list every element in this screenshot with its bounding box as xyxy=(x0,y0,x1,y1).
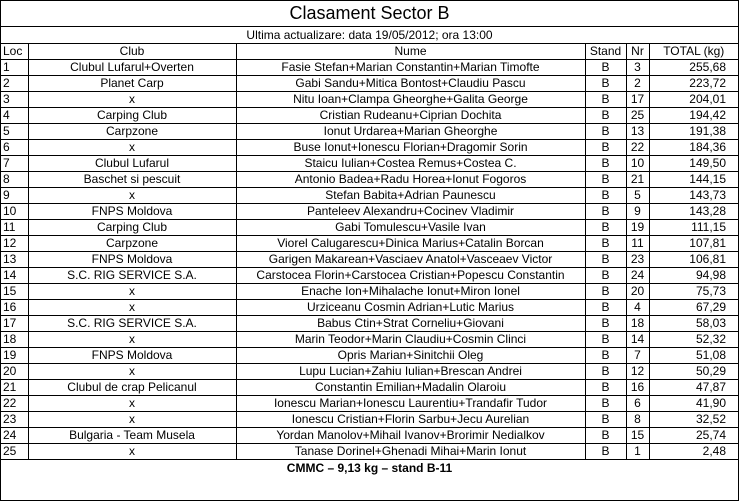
header-nume: Nume xyxy=(236,44,585,60)
cell-loc: 16 xyxy=(1,300,28,316)
table-body xyxy=(1,60,738,460)
table-row xyxy=(1,444,738,460)
table-row xyxy=(1,156,738,172)
cell-club: Carpzone xyxy=(28,236,236,252)
cell-loc: 11 xyxy=(1,220,28,236)
cell-total: 47,87 xyxy=(649,380,738,396)
cell-club: x xyxy=(28,92,236,108)
cell-total: 52,32 xyxy=(649,332,738,348)
cell-total: 94,98 xyxy=(649,268,738,284)
cell-loc: 17 xyxy=(1,316,28,332)
cell-stand: B xyxy=(585,428,626,444)
cell-stand: B xyxy=(585,348,626,364)
cell-loc: 21 xyxy=(1,380,28,396)
cell-loc: 1 xyxy=(1,60,28,76)
cell-stand: B xyxy=(585,380,626,396)
page-title: Clasament Sector B xyxy=(1,1,738,27)
cell-total: 143,28 xyxy=(649,204,738,220)
cell-stand: B xyxy=(585,236,626,252)
cell-nr: 23 xyxy=(626,252,649,268)
table-row xyxy=(1,188,738,204)
cell-nr: 3 xyxy=(626,60,649,76)
table-header-row xyxy=(1,44,738,60)
cell-nr: 24 xyxy=(626,268,649,284)
table-row xyxy=(1,204,738,220)
cell-nr: 18 xyxy=(626,316,649,332)
cell-club: Baschet si pescuit xyxy=(28,172,236,188)
cell-total: 2,48 xyxy=(649,444,738,460)
cell-total: 67,29 xyxy=(649,300,738,316)
cell-nume: Opris Marian+Sinitchii Oleg xyxy=(236,348,585,364)
cell-stand: B xyxy=(585,332,626,348)
table-row xyxy=(1,300,738,316)
header-stand: Stand xyxy=(585,44,626,60)
header-loc: Loc xyxy=(1,44,28,60)
cell-loc: 5 xyxy=(1,124,28,140)
cell-club: x xyxy=(28,284,236,300)
cell-nr: 8 xyxy=(626,412,649,428)
table-row xyxy=(1,268,738,284)
cell-club: S.C. RIG SERVICE S.A. xyxy=(28,316,236,332)
cell-loc: 12 xyxy=(1,236,28,252)
cell-total: 58,03 xyxy=(649,316,738,332)
cell-nr: 2 xyxy=(626,76,649,92)
cell-stand: B xyxy=(585,172,626,188)
cell-loc: 13 xyxy=(1,252,28,268)
cell-total: 149,50 xyxy=(649,156,738,172)
cell-nr: 12 xyxy=(626,364,649,380)
cell-nr: 13 xyxy=(626,124,649,140)
cell-stand: B xyxy=(585,284,626,300)
last-update-text: Ultima actualizare: data 19/05/2012; ora 13:00 xyxy=(1,27,738,44)
cell-total: 191,38 xyxy=(649,124,738,140)
cell-stand: B xyxy=(585,92,626,108)
cell-club: Clubul Lufarul xyxy=(28,156,236,172)
cell-club: FNPS Moldova xyxy=(28,204,236,220)
cell-nr: 21 xyxy=(626,172,649,188)
cell-club: x xyxy=(28,300,236,316)
cell-loc: 15 xyxy=(1,284,28,300)
table-row xyxy=(1,428,738,444)
table-row xyxy=(1,332,738,348)
cell-club: x xyxy=(28,396,236,412)
cell-loc: 8 xyxy=(1,172,28,188)
cell-nume: Gabi Sandu+Mitica Bontost+Claudiu Pascu xyxy=(236,76,585,92)
table-row xyxy=(1,252,738,268)
table-row xyxy=(1,76,738,92)
cell-loc: 9 xyxy=(1,188,28,204)
cell-nr: 11 xyxy=(626,236,649,252)
cell-nr: 5 xyxy=(626,188,649,204)
cell-club: x xyxy=(28,188,236,204)
cell-nume: Ionescu Marian+Ionescu Laurentiu+Trandafir Tudor xyxy=(236,396,585,412)
table-row xyxy=(1,412,738,428)
cell-total: 75,73 xyxy=(649,284,738,300)
cell-stand: B xyxy=(585,188,626,204)
cell-club: FNPS Moldova xyxy=(28,252,236,268)
cell-total: 106,81 xyxy=(649,252,738,268)
table-row xyxy=(1,140,738,156)
cell-nr: 6 xyxy=(626,396,649,412)
cell-stand: B xyxy=(585,140,626,156)
cell-loc: 2 xyxy=(1,76,28,92)
cell-club: Carping Club xyxy=(28,220,236,236)
cell-nr: 4 xyxy=(626,300,649,316)
cell-loc: 23 xyxy=(1,412,28,428)
cell-loc: 6 xyxy=(1,140,28,156)
table-row xyxy=(1,60,738,76)
table-row xyxy=(1,92,738,108)
footer-note: CMMC – 9,13 kg – stand B-11 xyxy=(286,461,453,475)
cell-nume: Fasie Stefan+Marian Constantin+Marian Timofte xyxy=(236,60,585,76)
cell-club: Carpzone xyxy=(28,124,236,140)
cell-club: FNPS Moldova xyxy=(28,348,236,364)
cell-nume: Constantin Emilian+Madalin Olaroiu xyxy=(236,380,585,396)
cell-stand: B xyxy=(585,364,626,380)
cell-stand: B xyxy=(585,268,626,284)
table-row xyxy=(1,124,738,140)
header-club: Club xyxy=(28,44,236,60)
cell-nr: 22 xyxy=(626,140,649,156)
cell-loc: 20 xyxy=(1,364,28,380)
table-row xyxy=(1,108,738,124)
cell-loc: 25 xyxy=(1,444,28,460)
cell-nr: 16 xyxy=(626,380,649,396)
cell-nr: 14 xyxy=(626,332,649,348)
cell-nr: 20 xyxy=(626,284,649,300)
cell-club: x xyxy=(28,140,236,156)
cell-total: 51,08 xyxy=(649,348,738,364)
cell-loc: 14 xyxy=(1,268,28,284)
cell-total: 194,42 xyxy=(649,108,738,124)
cell-nr: 19 xyxy=(626,220,649,236)
cell-loc: 24 xyxy=(1,428,28,444)
cell-nume: Stefan Babita+Adrian Paunescu xyxy=(236,188,585,204)
cell-nume: Ionescu Cristian+Florin Sarbu+Jecu Aurelian xyxy=(236,412,585,428)
cell-nume: Nitu Ioan+Clampa Gheorghe+Galita George xyxy=(236,92,585,108)
cell-nume: Buse Ionut+Ionescu Florian+Dragomir Sorin xyxy=(236,140,585,156)
cell-nume: Viorel Calugarescu+Dinica Marius+Catalin Borcan xyxy=(236,236,585,252)
table-row xyxy=(1,380,738,396)
cell-nume: Panteleev Alexandru+Cocinev Vladimir xyxy=(236,204,585,220)
cell-loc: 4 xyxy=(1,108,28,124)
cell-nume: Marin Teodor+Marin Claudiu+Cosmin Clinci xyxy=(236,332,585,348)
cell-loc: 3 xyxy=(1,92,28,108)
cell-total: 32,52 xyxy=(649,412,738,428)
cell-nume: Gabi Tomulescu+Vasile Ivan xyxy=(236,220,585,236)
cell-club: Planet Carp xyxy=(28,76,236,92)
cell-club: x xyxy=(28,332,236,348)
cell-total: 107,81 xyxy=(649,236,738,252)
cell-club: Carping Club xyxy=(28,108,236,124)
cell-stand: B xyxy=(585,204,626,220)
cell-total: 25,74 xyxy=(649,428,738,444)
table-row xyxy=(1,364,738,380)
cell-stand: B xyxy=(585,316,626,332)
cell-total: 144,15 xyxy=(649,172,738,188)
cell-stand: B xyxy=(585,60,626,76)
cell-total: 111,15 xyxy=(649,220,738,236)
cell-club: x xyxy=(28,412,236,428)
cell-total: 184,36 xyxy=(649,140,738,156)
cell-total: 223,72 xyxy=(649,76,738,92)
cell-nr: 17 xyxy=(626,92,649,108)
cell-stand: B xyxy=(585,412,626,428)
cell-total: 50,29 xyxy=(649,364,738,380)
cell-club: Clubul de crap Pelicanul xyxy=(28,380,236,396)
cell-nr: 15 xyxy=(626,428,649,444)
cell-stand: B xyxy=(585,156,626,172)
cell-club: x xyxy=(28,364,236,380)
cell-club: x xyxy=(28,444,236,460)
cell-stand: B xyxy=(585,124,626,140)
cell-nume: Antonio Badea+Radu Horea+Ionut Fogoros xyxy=(236,172,585,188)
table-row xyxy=(1,236,738,252)
cell-nume: Carstocea Florin+Carstocea Cristian+Popescu Constantin xyxy=(236,268,585,284)
header-total: TOTAL (kg) xyxy=(649,44,738,60)
cell-loc: 19 xyxy=(1,348,28,364)
table-row xyxy=(1,220,738,236)
cell-club: Bulgaria - Team Musela xyxy=(28,428,236,444)
cell-nr: 7 xyxy=(626,348,649,364)
cell-nr: 1 xyxy=(626,444,649,460)
header-nr: Nr xyxy=(626,44,649,60)
cell-nume: Enache Ion+Mihalache Ionut+Miron Ionel xyxy=(236,284,585,300)
cell-stand: B xyxy=(585,252,626,268)
cell-nr: 25 xyxy=(626,108,649,124)
cell-total: 143,73 xyxy=(649,188,738,204)
cell-nume: Garigen Makarean+Vasciaev Anatol+Vasceaev Victor xyxy=(236,252,585,268)
cell-nume: Yordan Manolov+Mihail Ivanov+Brorimir Nedialkov xyxy=(236,428,585,444)
cell-nume: Cristian Rudeanu+Ciprian Dochita xyxy=(236,108,585,124)
cell-nume: Lupu Lucian+Zahiu Iulian+Brescan Andrei xyxy=(236,364,585,380)
table-row xyxy=(1,348,738,364)
cell-nume: Tanase Dorinel+Ghenadi Mihai+Marin Ionut xyxy=(236,444,585,460)
cell-nume: Staicu Iulian+Costea Remus+Costea C. xyxy=(236,156,585,172)
cell-loc: 10 xyxy=(1,204,28,220)
cell-club: Clubul Lufarul+Overten xyxy=(28,60,236,76)
cell-stand: B xyxy=(585,300,626,316)
table-row xyxy=(1,316,738,332)
table-row xyxy=(1,396,738,412)
cell-loc: 22 xyxy=(1,396,28,412)
cell-nume: Ionut Urdarea+Marian Gheorghe xyxy=(236,124,585,140)
cell-nume: Babus Ctin+Strat Corneliu+Giovani xyxy=(236,316,585,332)
cell-stand: B xyxy=(585,76,626,92)
cell-stand: B xyxy=(585,396,626,412)
cell-total: 204,01 xyxy=(649,92,738,108)
cell-stand: B xyxy=(585,444,626,460)
cell-total: 255,68 xyxy=(649,60,738,76)
table-row xyxy=(1,172,738,188)
cell-loc: 18 xyxy=(1,332,28,348)
cell-nume: Urziceanu Cosmin Adrian+Lutic Marius xyxy=(236,300,585,316)
standings-table xyxy=(1,44,738,460)
cell-club: S.C. RIG SERVICE S.A. xyxy=(28,268,236,284)
cell-nr: 9 xyxy=(626,204,649,220)
cell-loc: 7 xyxy=(1,156,28,172)
cell-stand: B xyxy=(585,220,626,236)
table-row xyxy=(1,284,738,300)
cell-total: 41,90 xyxy=(649,396,738,412)
cell-stand: B xyxy=(585,108,626,124)
cell-nr: 10 xyxy=(626,156,649,172)
